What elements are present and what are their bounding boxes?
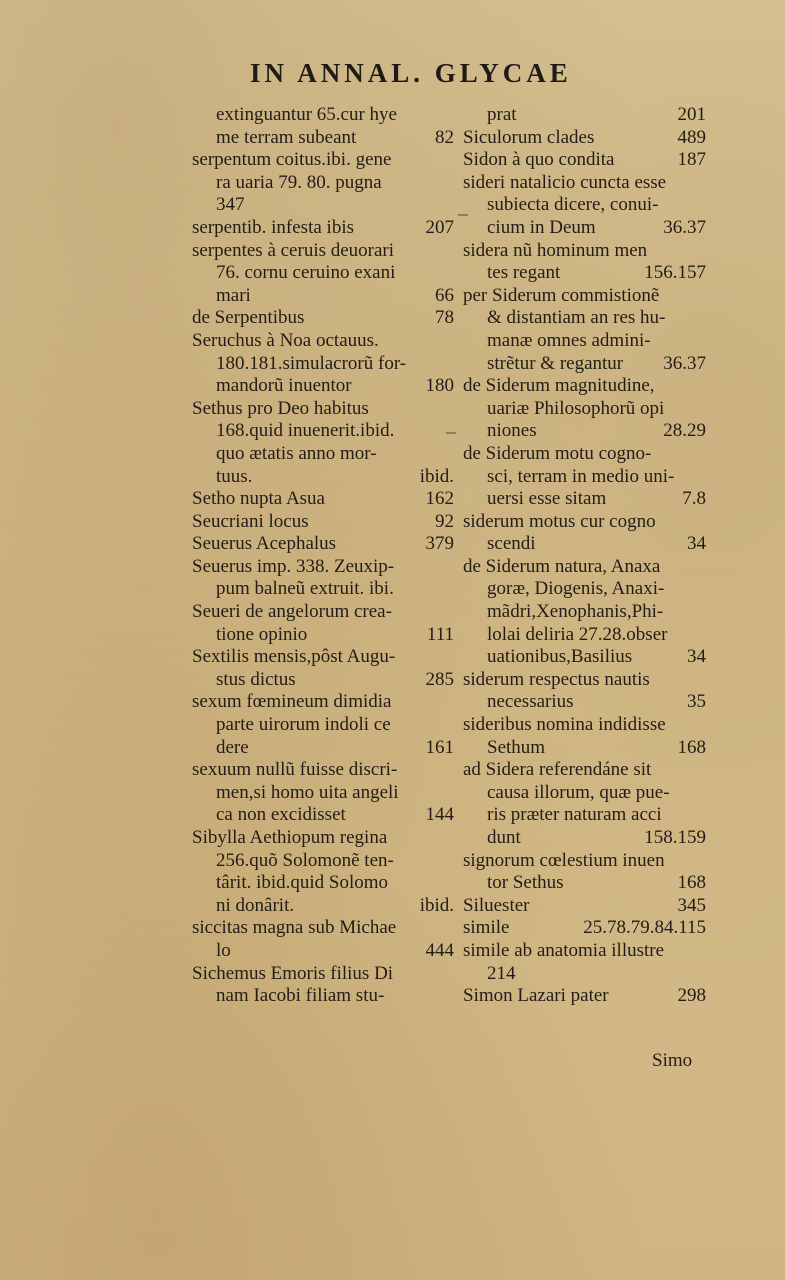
index-line: [463, 601, 706, 624]
index-line: [192, 917, 454, 940]
index-line: [463, 691, 706, 714]
index-entry-text: necessarius: [487, 691, 574, 713]
index-line: [192, 330, 454, 353]
index-line: [463, 669, 706, 692]
page-reference: ibid.: [419, 894, 454, 916]
page-reference: 489: [677, 126, 706, 148]
page-reference: 345: [677, 894, 706, 916]
index-entry-text: uationibus,Basilius: [487, 646, 633, 668]
index-entry-text: 180.181.simulacrorũ for-: [216, 352, 407, 374]
index-line: [463, 307, 706, 330]
index-line: [463, 985, 706, 1008]
index-entry-text: prat: [487, 104, 517, 125]
index-line: [463, 172, 706, 195]
index-line: [192, 985, 454, 1008]
index-entry-text: pum balneũ extruit. ibi.: [216, 578, 394, 600]
index-entry-text: sexuum nullũ fuisse discri-: [192, 759, 398, 781]
index-line: [192, 307, 454, 330]
index-column-right: [463, 104, 706, 1008]
index-entry-text: cium in Deum: [487, 216, 596, 238]
index-entry-text: causa illorum, quæ pue-: [487, 781, 670, 803]
index-entry-text: dere: [216, 736, 249, 758]
index-entry-text: manæ omnes admini-: [487, 329, 651, 351]
index-line: [192, 556, 454, 579]
page-reference: 161: [425, 736, 454, 758]
index-line: [463, 262, 706, 285]
index-entry-text: quo ætatis anno mor-: [216, 442, 377, 464]
page-reference: 78: [435, 307, 454, 329]
index-line: [463, 578, 706, 601]
index-line: [463, 240, 706, 263]
index-entry-text: târit. ibid.quid Solomo: [216, 872, 389, 894]
index-entry-text: serpentum coitus.ibi. gene: [192, 149, 392, 171]
catchword: Simo: [652, 1050, 693, 1071]
index-line: [463, 511, 706, 534]
index-entry-text: mari: [216, 284, 251, 306]
page-reference: 168: [677, 736, 706, 758]
index-entry-text: mãdri,Xenophanis,Phi-: [487, 601, 664, 623]
index-entry-text: simile: [463, 917, 510, 939]
index-entry-text: strẽtur & regantur: [487, 352, 624, 374]
page-reference: 207: [425, 216, 454, 238]
page-reference: 444: [425, 939, 454, 961]
index-line: [463, 556, 706, 579]
index-line: [463, 895, 706, 918]
index-line: [463, 850, 706, 873]
index-line: [463, 872, 706, 895]
index-line: [463, 759, 706, 782]
index-entry-text: stus dictus: [216, 668, 296, 690]
index-entry-text: de Siderum magnitudine,: [463, 375, 655, 397]
index-line: [463, 827, 706, 850]
index-entry-text: sexum fœmineum dimidia: [192, 691, 392, 713]
index-line: [192, 375, 454, 398]
index-line: [192, 759, 454, 782]
index-entry-text: 168.quid inuenerit.ibid.: [216, 420, 395, 442]
index-entry-text: lolai deliria 27.28.obser: [487, 623, 668, 645]
index-entry-text: uersi esse sitam: [487, 488, 607, 510]
index-line: [192, 895, 454, 918]
index-line: [192, 669, 454, 692]
index-line: [463, 488, 706, 511]
page-reference: 162: [425, 488, 454, 510]
index-entry-text: sideri natalicio cuncta esse: [463, 171, 667, 193]
page-reference: 28.29: [663, 420, 706, 442]
page-reference: 201: [677, 104, 706, 125]
index-line: [192, 872, 454, 895]
index-entry-text: tione opinio: [216, 623, 308, 645]
index-entry-text: Siculorum clades: [463, 126, 595, 148]
index-entry-text: de Siderum motu cogno-: [463, 442, 652, 464]
index-entry-text: simile ab anatomia illustre: [463, 939, 665, 961]
index-line: [463, 194, 706, 217]
index-line: [463, 804, 706, 827]
index-entry-text: men,si homo uita angeli: [216, 781, 399, 803]
index-line: [192, 104, 454, 127]
index-entry-text: serpentib. infesta ibis: [192, 216, 354, 238]
index-column-left: [192, 104, 454, 1008]
page-reference: 36.37: [663, 216, 706, 238]
index-entry-text: ca non excidisset: [216, 804, 346, 826]
page-reference: 36.37: [663, 352, 706, 374]
index-entry-text: ni donârit.: [216, 894, 295, 916]
index-line: [192, 578, 454, 601]
index-entry-text: de Serpentibus: [192, 307, 305, 329]
index-entry-text: siccitas magna sub Michae: [192, 917, 397, 939]
margin-mark: [446, 432, 456, 434]
index-entry-text: tor Sethus: [487, 872, 564, 894]
index-line: [192, 466, 454, 489]
index-entry-text: sci, terram in medio uni-: [487, 465, 675, 487]
index-entry-text: Seruchus à Noa octauus.: [192, 329, 379, 351]
index-line: [463, 420, 706, 443]
index-entry-text: Sidon à quo condita: [463, 149, 615, 171]
index-entry-text: 76. cornu ceruino exani: [216, 262, 396, 284]
index-line: [463, 149, 706, 172]
index-line: [463, 737, 706, 760]
index-line: [463, 217, 706, 240]
index-line: [463, 714, 706, 737]
index-entry-text: Sichemus Emoris filius Di: [192, 962, 394, 984]
index-entry-text: scendi: [487, 533, 536, 555]
page-reference: 168: [677, 872, 706, 894]
index-line: [192, 782, 454, 805]
index-entry-text: siderum respectus nautis: [463, 668, 650, 690]
index-line: [463, 624, 706, 647]
index-line: [192, 601, 454, 624]
index-entry-text: 347: [216, 194, 245, 216]
index-entry-text: Siluester: [463, 894, 530, 916]
index-entry-text: niones: [487, 420, 537, 442]
index-line: [463, 466, 706, 489]
index-line: [463, 533, 706, 556]
page-reference: 111: [426, 623, 454, 645]
index-entry-text: extinguantur 65.cur hye: [216, 104, 397, 125]
index-line: [192, 511, 454, 534]
margin-mark: [458, 214, 468, 216]
index-entry-text: tes regant: [487, 262, 561, 284]
page-reference: 158.159: [644, 827, 706, 848]
index-line: [192, 149, 454, 172]
page-reference: 92: [435, 510, 454, 532]
page-reference: 82: [435, 126, 454, 148]
index-entry-text: siderum motus cur cogno: [463, 510, 656, 532]
page-reference: 34: [687, 646, 706, 668]
index-line: [192, 398, 454, 421]
page-reference: 35: [687, 691, 706, 713]
index-entry-text: ris præter naturam acci: [487, 804, 662, 826]
index-line: [192, 691, 454, 714]
index-entry-text: Sextilis mensis,pôst Augu-: [192, 646, 396, 668]
index-entry-text: ad Sidera referendáne sit: [463, 759, 652, 781]
index-line: [463, 330, 706, 353]
index-line: [192, 533, 454, 556]
page-reference: 187: [677, 149, 706, 171]
index-line: [192, 127, 454, 150]
index-line: [463, 940, 706, 963]
index-line: [192, 488, 454, 511]
index-line: [463, 353, 706, 376]
index-line: [463, 398, 706, 421]
index-line: [463, 782, 706, 805]
index-line: [192, 714, 454, 737]
index-entry-text: sideribus nomina indidisse: [463, 714, 666, 736]
running-head: IN ANNAL. GLYCAE: [250, 58, 572, 88]
index-entry-text: me terram subeant: [216, 126, 357, 148]
index-entry-text: lo: [216, 939, 231, 961]
index-entry-text: Sethus pro Deo habitus: [192, 397, 369, 419]
index-entry-text: Seuerus Acephalus: [192, 533, 337, 555]
index-line: [192, 737, 454, 760]
index-line: [192, 804, 454, 827]
index-line: [463, 443, 706, 466]
index-line: [192, 285, 454, 308]
index-line: [463, 646, 706, 669]
index-line: [192, 262, 454, 285]
page-reference: 180: [425, 375, 454, 397]
index-line: [463, 104, 706, 127]
page-reference: 34: [687, 533, 706, 555]
index-line: [192, 172, 454, 195]
page-reference: 156.157: [644, 262, 706, 284]
index-line: [192, 194, 454, 217]
index-entry-text: ra uaria 79. 80. pugna: [216, 171, 382, 193]
index-entry-text: subiecta dicere, conui-: [487, 194, 659, 216]
page-reference: 7.8: [682, 488, 706, 510]
index-line: [192, 420, 454, 443]
index-entry-text: Simon Lazari pater: [463, 985, 609, 1007]
index-entry-text: de Siderum natura, Anaxa: [463, 555, 661, 577]
index-entry-text: Seueri de angelorum crea-: [192, 601, 392, 623]
index-entry-text: mandorũ inuentor: [216, 375, 352, 397]
page-reference: 298: [677, 985, 706, 1007]
index-entry-text: parte uirorum indoli ce: [216, 714, 391, 736]
index-line: [463, 375, 706, 398]
page-reference: 66: [435, 284, 454, 306]
index-entry-text: dunt: [487, 827, 521, 848]
index-entry-text: Seuerus imp. 338. Zeuxip-: [192, 555, 395, 577]
index-entry-text: 256.quõ Solomonẽ ten-: [216, 849, 394, 871]
index-line: [192, 443, 454, 466]
index-line: [192, 940, 454, 963]
index-entry-text: goræ, Diogenis, Anaxi-: [487, 578, 665, 600]
index-entry-text: tuus.: [216, 465, 253, 487]
page-reference: 379: [425, 533, 454, 555]
index-line: [463, 285, 706, 308]
page-reference: 144: [425, 804, 454, 826]
index-line: [192, 624, 454, 647]
index-entry-text: 214: [487, 962, 516, 984]
index-entry-text: & distantiam an res hu-: [487, 307, 666, 329]
index-entry-text: Sibylla Aethiopum regina: [192, 827, 388, 848]
index-line: [192, 850, 454, 873]
index-line: [463, 127, 706, 150]
index-line: [192, 240, 454, 263]
index-line: [192, 217, 454, 240]
page-reference: ibid.: [419, 465, 454, 487]
index-entry-text: per Siderum commistionẽ: [463, 284, 660, 306]
index-entry-text: sidera nũ hominum men: [463, 239, 648, 261]
index-line: [463, 917, 706, 940]
index-entry-text: uariæ Philosophorũ opi: [487, 397, 665, 419]
index-line: [192, 353, 454, 376]
index-line: [192, 963, 454, 986]
index-entry-text: Setho nupta Asua: [192, 488, 325, 510]
index-entry-text: serpentes à ceruis deuorari: [192, 239, 395, 261]
page-reference: 285: [425, 668, 454, 690]
page-reference: 25.78.79.84.115: [583, 917, 706, 939]
index-entry-text: Sethum: [487, 736, 546, 758]
index-line: [192, 827, 454, 850]
index-entry-text: nam Iacobi filiam stu-: [216, 985, 385, 1007]
index-line: [192, 646, 454, 669]
index-entry-text: signorum cœlestium inuen: [463, 849, 665, 871]
index-line: [463, 963, 706, 986]
index-entry-text: Seucriani locus: [192, 510, 309, 532]
